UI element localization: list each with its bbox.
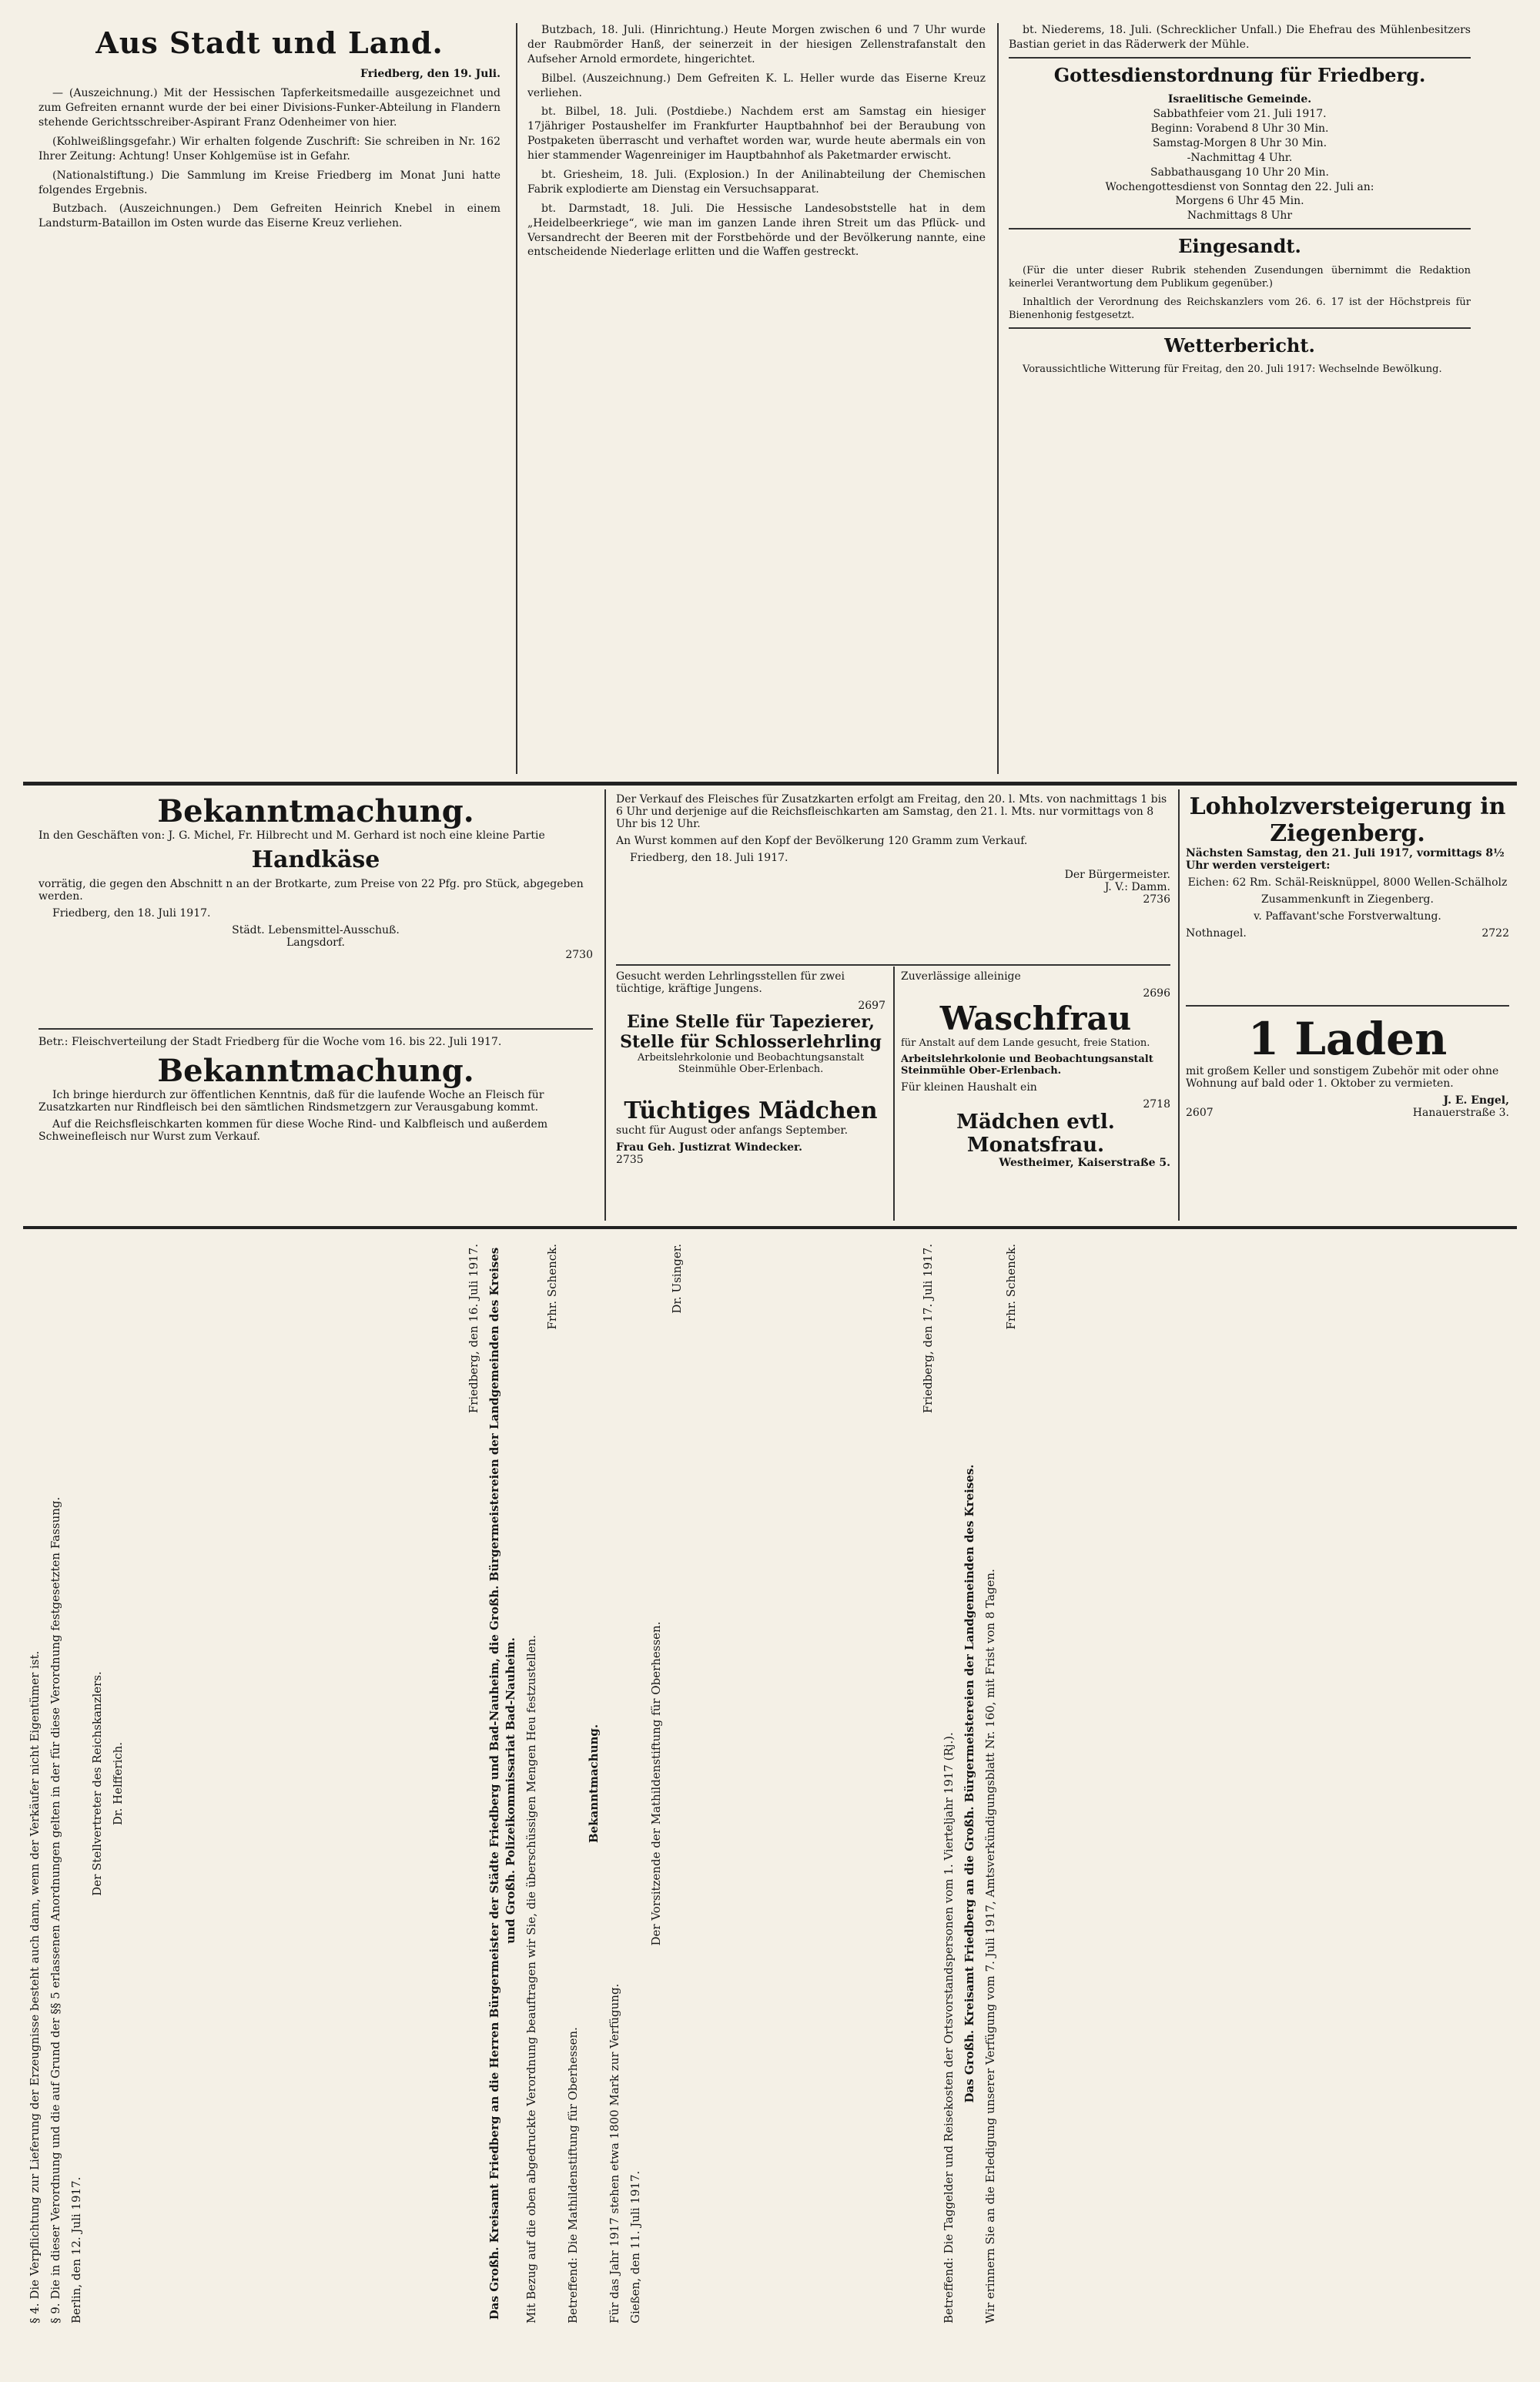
ad-text: Für kleinen Haushalt ein	[901, 1081, 1037, 1094]
rotated-betreff: Betreffend: Die Taggelder und Reisekosten der Ortsvorstandspersonen vom 1. Vierteljahr 1917 (Rj.).	[942, 1732, 956, 2323]
service-line: Nachmittags 8 Uhr	[1187, 209, 1293, 223]
rotated-column	[920, 1244, 1151, 2337]
ad-divider	[616, 964, 1170, 966]
ad-text: vorrätig, die gegen den Abschnitt n an der Brotkarte, zum Preise von 22 Pfg. pro Stück, abgegeben werden.	[38, 878, 584, 903]
article-paragraph: (Nationalstiftung.) Die Sammlung im Kreise Friedberg im Monat Juni hatte folgendes Ergebnis.	[38, 169, 500, 196]
article-paragraph: (Für die unter dieser Rubrik stehenden Zusendungen übernimmt die Redaktion keinerlei Verantwortung dem Publikum gegenüber.)	[1009, 264, 1471, 290]
service-line: Sabbathausgang 10 Uhr 20 Min.	[1150, 166, 1329, 179]
article-paragraph: Butzbach. (Auszeichnungen.) Dem Gefreiten Heinrich Knebel in einem Landsturm-Bataillon im Osten wurde das Eiserne Kreuz verliehen.	[38, 203, 500, 230]
ad-lehrstellen	[616, 970, 886, 1094]
column-stadt-und-land	[38, 23, 500, 762]
rotated-paragraph: Wir erinnern Sie an die Erledigung unserer Verfügung vom 7. Juli 1917, Amtsverkündigungsblatt Nr. 160, mit Frist von 8 Tagen.	[983, 1569, 997, 2323]
ad-fleischverkauf	[616, 793, 1170, 959]
rotated-date: Friedberg, den 17. Juli 1917.	[921, 1244, 935, 1414]
ad-text: für Anstalt auf dem Lande gesucht, freie Station.	[901, 1037, 1150, 1049]
ad-laden	[1186, 1013, 1509, 1221]
column-divider	[516, 23, 517, 774]
ad-handkaese	[38, 793, 593, 1024]
rotated-date: Gießen, den 11. Juli 1917.	[628, 2170, 642, 2323]
service-line: -Nachmittag 4 Uhr.	[1187, 151, 1293, 164]
ad-text: Der Verkauf des Fleisches für Zusatzkarten erfolgt am Freitag, den 20. l. Mts. von nachmittags 1 bis 6 Uhr und derjenige auf die Reichsfleischkarten am Samstag, den 21. l. Mts. nur vormittags von 8 Uhr bis 12 Uhr.	[616, 793, 1167, 830]
ads-top-rule	[23, 782, 1517, 786]
section-divider	[1009, 57, 1471, 59]
ad-title: Eine Stelle für Tapezierer, Stelle für Schlosserlehrling	[620, 1012, 882, 1052]
rotated-heading: Bekanntmachung.	[587, 1724, 601, 1844]
rotated-signature: Frhr. Schenck.	[1004, 1244, 1018, 1330]
dateline: Friedberg, den 19. Juli.	[360, 68, 500, 81]
ad-signature: Nothnagel.	[1186, 927, 1247, 940]
section-title-eingesandt: Eingesandt.	[1178, 235, 1301, 258]
ad-signature: J. V.: Damm.	[1104, 881, 1170, 893]
rotated-column	[466, 1244, 912, 2337]
article-paragraph: — (Auszeichnung.) Mit der Hessischen Tapferkeitsmedaille ausgezeichnet und zum Gefreiten ernannt wurde der bei einer Divisions-Funker-Abteilung in Flandern stehende Gerichtsschreiber-Aspirant Franz Odenheimer von hier.	[38, 87, 500, 129]
rotated-heading: Das Großh. Kreisamt Friedberg an die Herren Bürgermeister der Städte Friedberg und Bad-Nauheim, die Großh. Bürgermeistereien der Landgemeinden des Kreises und Großh. Polizeikommissariat Bad-Nauheim.	[487, 1247, 517, 2320]
section-title-stadt-und-land: Aus Stadt und Land.	[95, 25, 444, 60]
newspaper-page	[23, 23, 1517, 2359]
rotated-signature: Dr. Usinger.	[670, 1244, 684, 1314]
ad-signature: Langsdorf.	[286, 936, 346, 949]
rotated-signature: Dr. Helfferich.	[111, 1741, 125, 1826]
column-right	[1009, 23, 1471, 762]
ad-title: Lohholzversteigerung in Ziegenberg.	[1189, 793, 1506, 847]
section-divider	[1009, 327, 1471, 329]
ad-text: Eichen: 62 Rm. Schäl-Reisknüppel, 8000 Wellen-Schälholz	[1187, 876, 1508, 889]
ad-text: sucht für August oder anfangs September.	[616, 1124, 849, 1137]
section-title-wetterbericht: Wetterbericht.	[1164, 333, 1315, 357]
ad-date: Friedberg, den 18. Juli 1917.	[52, 907, 211, 920]
ad-number: 2607	[1186, 1107, 1214, 1119]
ad-number: 2722	[1481, 927, 1509, 940]
rotated-signature: Der Vorsitzende der Mathildenstiftung für Oberhessen.	[649, 1621, 663, 1946]
ad-text: mit großem Keller und sonstigem Zubehör mit oder ohne Wohnung auf bald oder 1. Oktober zu vermieten.	[1186, 1065, 1499, 1090]
rotated-announcements	[23, 1236, 1517, 2345]
ad-signature: Der Bürgermeister.	[1064, 869, 1170, 881]
ad-text: v. Paffavant'sche Forstverwaltung.	[1254, 910, 1441, 923]
ad-signature: Frau Geh. Justizrat Windecker.	[616, 1141, 802, 1154]
ad-number: 2736	[1143, 893, 1170, 906]
ad-title: 1 Laden	[1247, 1013, 1448, 1065]
ad-number: 2697	[858, 1000, 886, 1012]
service-line: Beginn: Vorabend 8 Uhr 30 Min.	[1150, 122, 1329, 135]
ad-signature: Städt. Lebensmittel-Ausschuß.	[232, 924, 400, 936]
ad-maedchen	[616, 1097, 886, 1221]
ad-product: Handkäse	[251, 846, 380, 873]
ad-betreff: Betr.: Fleischverteilung der Stadt Friedberg für die Woche vom 16. bis 22. Juli 1917.	[38, 1036, 502, 1048]
article-paragraph: Voraussichtliche Witterung für Freitag, den 20. Juli 1917: Wechselnde Bewölkung.	[1023, 363, 1442, 376]
rotated-paragraph: § 4. Die Verpflichtung zur Lieferung der Erzeugnisse besteht auch dann, wenn der Verkäufer nicht Eigentümer ist.	[28, 1650, 42, 2323]
ad-signature: Westheimer, Kaiserstraße 5.	[999, 1157, 1170, 1169]
article-paragraph: bt. Niederems, 18. Juli. (Schrecklicher Unfall.) Die Ehefrau des Mühlenbesitzers Bastian geriet in das Räderwerk der Mühle.	[1009, 24, 1471, 51]
rotated-heading: Das Großh. Kreisamt Friedberg an die Großh. Bürgermeistereien der Landgemeinden des Kreises.	[962, 1464, 976, 2103]
article-paragraph: (Kohlweißlingsgefahr.) Wir erhalten folgende Zuschrift: Sie schreiben in Nr. 162 Ihrer Zeitung: Achtung! Unser Kohlgemüse ist in Gefahr.	[38, 135, 500, 162]
section-divider	[1009, 228, 1471, 229]
ad-date: Friedberg, den 18. Juli 1917.	[630, 852, 788, 864]
article-paragraph: bt. Griesheim, 18. Juli. (Explosion.) In der Anilinabteilung der Chemischen Fabrik explodierte am Dienstag ein Versuchsapparat.	[527, 169, 986, 196]
section-title-gottesdienst: Gottesdienstordnung für Friedberg.	[1053, 63, 1426, 86]
ad-text: Zuverlässige alleinige	[901, 970, 1021, 983]
ad-text: Ich bringe hierdurch zur öffentlichen Kenntnis, daß für die laufende Woche an Fleisch für Zusatzkarten nur Rindfleisch bei den sämtlichen Rindsmetzgern zur Verausgabung kommt.	[38, 1089, 544, 1114]
article-paragraph: Bilbel. (Auszeichnung.) Dem Gefreiten K. L. Heller wurde das Eiserne Kreuz verliehen.	[527, 72, 986, 99]
service-line: Sabbathfeier vom 21. Juli 1917.	[1153, 108, 1327, 121]
ad-divider	[1186, 1005, 1509, 1007]
ad-lohholz	[1186, 793, 1509, 1001]
ad-divider	[604, 789, 606, 1221]
subheading: Israelitische Gemeinde.	[1167, 93, 1312, 106]
ad-number: 2696	[1143, 987, 1170, 1000]
ad-text: Nächsten Samstag, den 21. Juli 1917, vormittags 8½ Uhr werden versteigert:	[1186, 847, 1505, 872]
ads-bottom-rule	[23, 1226, 1517, 1229]
service-line: Samstag-Morgen 8 Uhr 30 Min.	[1152, 136, 1327, 149]
article-paragraph: Butzbach, 18. Juli. (Hinrichtung.) Heute Morgen zwischen 6 und 7 Uhr wurde der Raubmörder Hanß, der seinerzeit in der hiesigen Zellenstrafanstalt den Aufseher Arnold ermordete, hingerichtet.	[527, 24, 986, 65]
ad-divider	[38, 1028, 593, 1030]
ad-text: Arbeitslehrkolonie und Beobachtungsanstalt Steinmühle Ober-Erlenbach.	[901, 1054, 1153, 1077]
rotated-paragraph: Mit Bezug auf die oben abgedruckte Verordnung beauftragen wir Sie, die überschüssigen Mengen Heu festzustellen.	[524, 1634, 538, 2323]
ad-text: An Wurst kommen auf den Kopf der Bevölkerung 120 Gramm zum Verkauf.	[616, 835, 1028, 847]
article-paragraph: bt. Darmstadt, 18. Juli. Die Hessische Landesobststelle hat in dem „Heidelbeerkriege“, wie man im ganzen Lande ihren Streit um das Pflück- und Versandrecht der Beeren mit der Forstbehörde und der Bevölkerung nannte, eine entscheidende Niederlage erlitten und die Waffen gestreckt.	[527, 202, 986, 259]
service-line: Wochengottesdienst von Sonntag den 22. Juli an:	[1105, 180, 1374, 193]
ad-text: Auf die Reichsfleischkarten kommen für diese Woche Rind- und Kalbfleisch und außerdem Schweinefleisch nur Wurst zum Verkauf.	[38, 1118, 548, 1143]
service-line: Morgens 6 Uhr 45 Min.	[1175, 195, 1304, 208]
ad-title: Bekanntmachung.	[157, 1053, 474, 1089]
rotated-signature: Frhr. Schenck.	[545, 1244, 559, 1330]
ad-text: Zusammenkunft in Ziegenberg.	[1261, 893, 1434, 906]
rotated-paragraph: Für das Jahr 1917 stehen etwa 1800 Mark zur Verfügung.	[608, 1983, 621, 2323]
ad-title: Tüchtiges Mädchen	[624, 1097, 878, 1124]
ad-title: Waschfrau	[939, 1000, 1132, 1037]
ad-divider	[893, 967, 895, 1221]
article-paragraph: bt. Bilbel, 18. Juli. (Postdiebe.) Nachdem erst am Samstag ein hiesiger 17jähriger Postaushelfer im Frankfurter Hauptbahnhof bei der Beraubung von Postpaketen überrascht und verhaftet worden war, wurde heute abermals ein von hier stammender Wagenreiniger im Hauptbahnhof als Paketmarder erwischt.	[527, 106, 986, 162]
column-local-news	[527, 23, 986, 762]
article-paragraph: Inhaltlich der Verordnung des Reichskanzlers vom 26. 6. 17 ist der Höchstpreis für Bienenhonig festgesetzt.	[1009, 296, 1471, 322]
ad-number: 2730	[565, 949, 593, 961]
ad-title: Mädchen evtl. Monatsfrau.	[956, 1111, 1115, 1157]
rotated-betreff: Betreffend: Die Mathildenstiftung für Oberhessen.	[566, 2027, 580, 2323]
ad-text: Gesucht werden Lehrlingsstellen für zwei tüchtige, kräftige Jungens.	[616, 970, 845, 995]
ad-number: 2718	[1143, 1098, 1170, 1111]
column-divider	[997, 23, 999, 774]
rotated-paragraph: § 9. Die in dieser Verordnung und die auf Grund der §§ 5 erlassenen Anordnungen gelten in der für diese Verordnung festgesetzten Fassung.	[49, 1496, 62, 2323]
ad-address: Hanauerstraße 3.	[1412, 1107, 1509, 1119]
rotated-column	[27, 1244, 458, 2337]
rotated-signature: Der Stellvertreter des Reichskanzlers.	[90, 1671, 104, 1896]
ad-waschfrau	[901, 970, 1170, 1221]
ad-text: Arbeitslehrkolonie und Beobachtungsanstalt Steinmühle Ober-Erlenbach.	[637, 1052, 865, 1075]
ad-title: Bekanntmachung.	[157, 793, 474, 829]
ad-number: 2735	[616, 1154, 644, 1166]
ad-fleischverteilung	[38, 1036, 593, 1221]
ad-divider	[1178, 789, 1180, 1221]
rotated-date: Friedberg, den 16. Juli 1917.	[467, 1244, 480, 1414]
ad-text: In den Geschäften von: J. G. Michel, Fr. Hilbrecht und M. Gerhard ist noch eine kleine Partie	[38, 829, 545, 842]
rotated-date: Berlin, den 12. Juli 1917.	[69, 2176, 83, 2323]
ad-signature: J. E. Engel,	[1443, 1094, 1509, 1107]
